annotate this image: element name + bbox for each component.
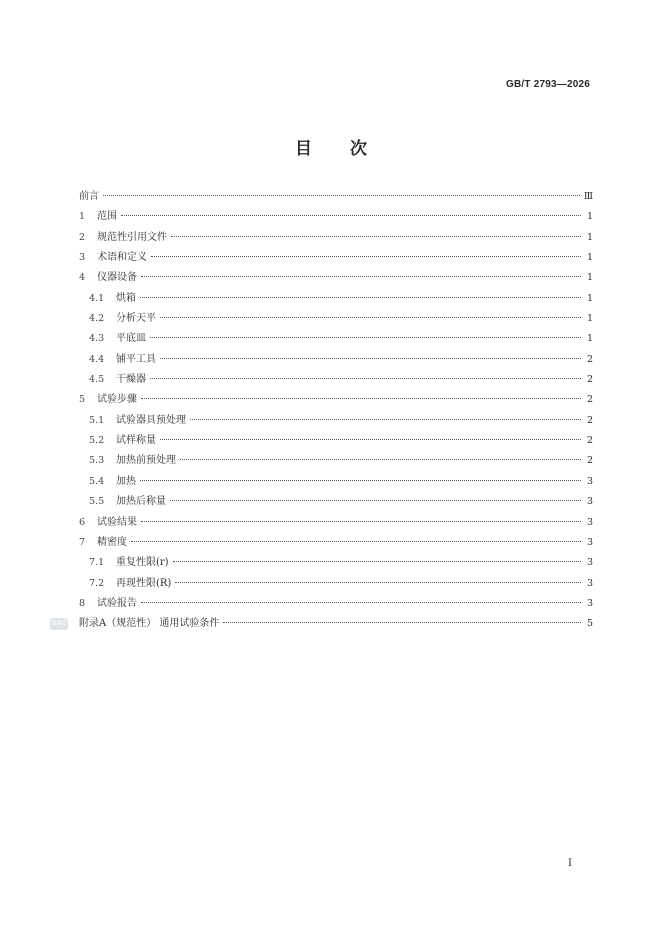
toc-entry[interactable] [79, 390, 593, 410]
toc-entry-title: 试验结果 [97, 516, 137, 528]
toc-entry-page: 3 [586, 475, 593, 487]
toc-entry-page: 3 [586, 496, 593, 508]
toc-dot-leader [223, 622, 581, 623]
toc-entry-page: 2 [586, 374, 593, 386]
page-title: 目次 [295, 139, 405, 159]
toc-entry-number: 3 [79, 252, 86, 264]
standard-code: GB/T 2793—2026 [506, 79, 590, 90]
toc-entry[interactable] [79, 574, 593, 594]
toc-entry[interactable] [79, 513, 593, 533]
toc-entry-number: 4 [79, 272, 86, 284]
toc-dot-leader [103, 195, 580, 196]
toc-dot-leader [140, 480, 581, 481]
toc-entry-title: 再现性限(R) [116, 577, 172, 589]
toc-entry-number: 1 [79, 211, 86, 223]
toc-entry[interactable] [79, 289, 593, 309]
toc-entry-number: 7.2 [89, 577, 105, 589]
toc-entry-page: 3 [586, 597, 593, 609]
toc-entry-number: 4.5 [89, 374, 105, 386]
toc-entry[interactable] [79, 411, 593, 431]
toc-entry-number: 5 [79, 394, 86, 406]
toc-entry-page: 1 [586, 313, 593, 325]
toc-entry[interactable] [79, 492, 593, 512]
toc-entry[interactable] [79, 533, 593, 553]
toc-entry[interactable] [79, 614, 593, 634]
toc-entry-number: 6 [79, 516, 86, 528]
toc-entry-number: 8 [79, 597, 86, 609]
toc-entry-title: 规范性引用文件 [97, 231, 167, 243]
toc-entry-title: 附录A（规范性） 通用试验条件 [79, 618, 220, 630]
toc-entry-title: 平底皿 [116, 333, 146, 345]
toc-entry[interactable] [79, 187, 593, 207]
toc-entry[interactable] [79, 248, 593, 268]
toc-dot-leader [170, 500, 581, 501]
toc-dot-leader [160, 317, 581, 318]
toc-dot-leader [160, 439, 581, 440]
toc-entry-page: 2 [586, 414, 593, 426]
toc-entry-title: 加热前预处理 [116, 455, 176, 467]
toc-entry-number: 5.3 [89, 455, 105, 467]
toc-entry[interactable] [79, 553, 593, 573]
toc-entry-number: 2 [79, 231, 86, 243]
toc-entry-title: 仪器设备 [97, 272, 137, 284]
toc-entry-page: 1 [586, 272, 593, 284]
toc-dot-leader [171, 236, 581, 237]
toc-dot-leader [173, 561, 581, 562]
toc-entry-number: 4.3 [89, 333, 105, 345]
toc-entry-number: 4.2 [89, 313, 105, 325]
toc-entry-title: 烘箱 [116, 292, 136, 304]
toc-entry-page: Ⅲ [583, 191, 593, 202]
toc-dot-leader [141, 398, 581, 399]
toc-entry-title: 试验步骤 [97, 394, 137, 406]
toc-entry-title: 前言 [79, 191, 99, 202]
toc-entry-number: 7.1 [89, 557, 105, 569]
toc-entry-number: 5.1 [89, 414, 105, 426]
toc-entry[interactable] [79, 207, 593, 227]
toc-entry-page: 2 [586, 435, 593, 447]
toc-entry-page: 2 [586, 455, 593, 467]
toc-dot-leader [141, 276, 581, 277]
toc-dot-leader [190, 419, 581, 420]
sac-logo-icon: SAC [50, 618, 68, 630]
toc-entry-title: 加热 [116, 475, 136, 487]
toc-entry[interactable] [79, 472, 593, 492]
toc-entry[interactable] [79, 329, 593, 349]
toc-entry-title: 试验器具预处理 [116, 414, 186, 426]
toc-dot-leader [141, 521, 581, 522]
toc-entry[interactable] [79, 431, 593, 451]
toc-entry-number: 5.2 [89, 435, 105, 447]
toc-entry-page: 1 [586, 211, 593, 223]
toc-entry-page: 3 [586, 557, 593, 569]
table-of-contents [79, 187, 593, 635]
toc-entry-page: 1 [586, 231, 593, 243]
toc-entry-title: 分析天平 [116, 313, 156, 325]
toc-dot-leader [121, 215, 581, 216]
toc-entry[interactable] [79, 309, 593, 329]
toc-entry-page: 2 [586, 394, 593, 406]
toc-entry-number: 4.4 [89, 353, 105, 365]
toc-entry-title: 术语和定义 [97, 252, 147, 264]
toc-dot-leader [141, 602, 581, 603]
toc-entry-title: 试验报告 [97, 597, 137, 609]
toc-dot-leader [180, 459, 581, 460]
toc-entry-page: 1 [586, 333, 593, 345]
toc-entry-title: 重复性限(r) [116, 557, 169, 569]
toc-entry-title: 试样称量 [116, 435, 156, 447]
toc-entry[interactable] [79, 370, 593, 390]
toc-entry-title: 铺平工具 [116, 353, 156, 365]
toc-dot-leader [150, 337, 581, 338]
toc-dot-leader [140, 297, 581, 298]
toc-dot-leader [175, 582, 581, 583]
page-number: I [568, 858, 572, 869]
toc-entry-page: 3 [586, 536, 593, 548]
toc-dot-leader [150, 378, 581, 379]
toc-entry-page: 3 [586, 516, 593, 528]
toc-entry-title: 加热后称量 [116, 496, 166, 508]
toc-dot-leader [151, 256, 581, 257]
toc-entry-number: 4.1 [89, 292, 105, 304]
toc-entry-number: 5.5 [89, 496, 105, 508]
toc-dot-leader [131, 541, 581, 542]
toc-entry-page: 1 [586, 292, 593, 304]
toc-entry-title: 精密度 [97, 536, 127, 548]
toc-dot-leader [160, 358, 581, 359]
toc-entry[interactable] [79, 594, 593, 614]
toc-entry-title: 干燥器 [116, 374, 146, 386]
toc-entry-title: 范围 [97, 211, 117, 223]
toc-entry-page: 5 [586, 618, 593, 630]
toc-entry[interactable] [79, 228, 593, 248]
toc-entry-page: 3 [586, 577, 593, 589]
toc-entry[interactable] [79, 350, 593, 370]
toc-entry-page: 2 [586, 353, 593, 365]
toc-entry-number: 5.4 [89, 475, 105, 487]
toc-entry-page: 1 [586, 252, 593, 264]
toc-entry[interactable] [79, 268, 593, 288]
toc-entry-number: 7 [79, 536, 86, 548]
toc-entry[interactable] [79, 451, 593, 471]
